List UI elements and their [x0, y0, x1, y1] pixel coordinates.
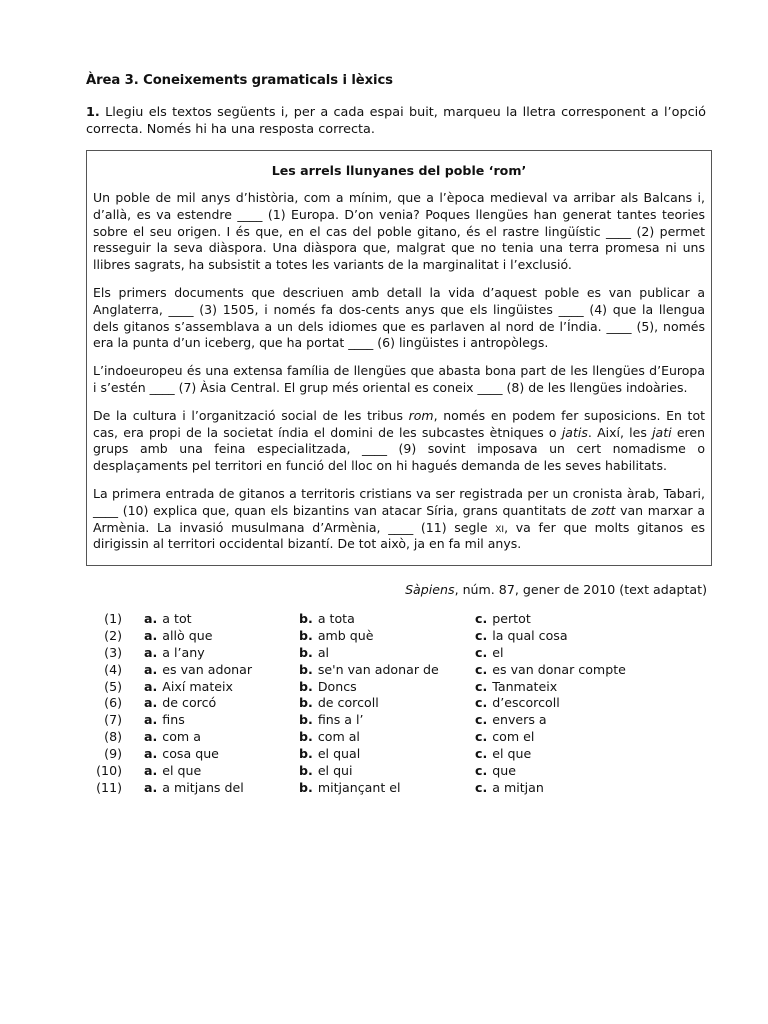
- option-b[interactable]: [299, 628, 374, 645]
- option-number: (7): [104, 712, 122, 728]
- option-c[interactable]: [475, 662, 626, 679]
- option-b[interactable]: [299, 695, 379, 712]
- paragraph-text: Un poble de mil anys d’història, com a mínim, que a l’època medieval va arribar als Balcans i, d’allà, es va estendre ____ (1) Europa. D’on venia? Poques llengües han generat tantes teories sobre el seu origen. I és que, en el cas del poble gitano, és el rastre lingüístic ____ (2) permet resseguir la seva diàspora. Una diàspora que, malgrat que no tenia una terra promesa ni uns llibres sagrats, ha subsistit a totes les variants de la marginalitat i l’exclusió.: [93, 190, 705, 273]
- option-row: [86, 729, 706, 746]
- option-text: a l’any: [162, 644, 205, 660]
- paragraph-text: . Així, les: [587, 424, 653, 440]
- option-letter: a.: [144, 779, 158, 795]
- paragraph-text: van marxar a Armènia. La invasió musulmana d’Armènia, ____ (11) segle: [93, 502, 705, 535]
- option-a[interactable]: [144, 662, 252, 679]
- option-number: (11): [96, 779, 122, 795]
- option-letter: c.: [475, 661, 488, 677]
- option-text: d’escorcoll: [492, 695, 560, 711]
- option-row: [86, 746, 706, 763]
- option-row: [86, 780, 706, 797]
- option-text: el: [492, 644, 504, 660]
- option-text: fins: [162, 712, 185, 728]
- option-letter: b.: [299, 729, 313, 745]
- paragraph-text: Els primers documents que descriuen amb detall la vida d’aquest poble es van publicar a Anglaterra, ____ (3) 1505, i només fa dos-cents anys que els lingüistes ____ (4) que la llengua dels gitanos s’assemblava a un dels idiomes que es parlaven al nord de l’Índia. ____ (5), només era la punta d’un iceberg, que ha portat ____ (6) lingüistes i antropòlegs.: [93, 284, 705, 351]
- option-number: (1): [104, 611, 122, 626]
- option-text: que: [492, 763, 516, 779]
- option-a[interactable]: [144, 780, 244, 797]
- option-letter: a.: [144, 712, 158, 728]
- option-number: (8): [104, 729, 122, 745]
- option-letter: b.: [299, 678, 313, 694]
- option-row: [86, 628, 706, 645]
- option-letter: b.: [299, 627, 313, 643]
- option-row: [86, 662, 706, 679]
- option-text: a tota: [317, 611, 355, 626]
- article-box: [86, 150, 712, 566]
- option-text: com al: [317, 729, 360, 745]
- option-text: es van donar compte: [492, 661, 626, 677]
- option-text: la qual cosa: [492, 627, 568, 643]
- option-c[interactable]: [475, 695, 560, 712]
- option-b[interactable]: [299, 645, 329, 662]
- italic-term: zott: [591, 502, 616, 518]
- option-number: (6): [104, 695, 122, 711]
- option-letter: a.: [144, 678, 158, 694]
- option-a[interactable]: [144, 712, 185, 729]
- option-number: (10): [96, 763, 122, 779]
- option-text: amb què: [317, 627, 374, 643]
- instructions-text: Llegiu els textos següents i, per a cada espai buit, marqueu la lletra corresponent a l’opció correcta. Només hi ha una resposta correcta.: [86, 105, 706, 137]
- option-c[interactable]: [475, 611, 531, 628]
- option-letter: c.: [475, 695, 488, 711]
- option-text: cosa que: [162, 746, 219, 762]
- option-letter: a.: [144, 695, 158, 711]
- option-text: Així mateix: [162, 678, 233, 694]
- instructions: [86, 104, 706, 138]
- option-letter: b.: [299, 611, 313, 626]
- article-paragraph: [93, 486, 705, 553]
- option-c[interactable]: [475, 628, 568, 645]
- article-paragraph: [93, 408, 705, 475]
- source-details: , núm. 87, gener de 2010 (text adaptat): [454, 582, 707, 597]
- option-text: a mitjan: [492, 779, 544, 795]
- option-letter: c.: [475, 644, 488, 660]
- option-text: es van adonar: [162, 661, 253, 677]
- question-number: 1.: [86, 105, 100, 120]
- option-letter: c.: [475, 779, 488, 795]
- option-b[interactable]: [299, 746, 360, 763]
- option-a[interactable]: [144, 729, 201, 746]
- option-text: se'n van adonar de: [317, 661, 439, 677]
- option-row: [86, 645, 706, 662]
- option-letter: b.: [299, 644, 313, 660]
- option-a[interactable]: [144, 679, 233, 696]
- paragraph-text: De la cultura i l’organització social de les tribus: [93, 407, 409, 423]
- option-text: envers a: [492, 712, 547, 728]
- option-text: de corcoll: [317, 695, 379, 711]
- option-letter: c.: [475, 611, 488, 626]
- option-b[interactable]: [299, 780, 401, 797]
- article-paragraph: [93, 285, 705, 352]
- option-text: a tot: [162, 611, 192, 626]
- option-b[interactable]: [299, 679, 357, 696]
- option-a[interactable]: [144, 611, 192, 628]
- option-c[interactable]: [475, 645, 504, 662]
- option-letter: b.: [299, 763, 313, 779]
- option-letter: a.: [144, 729, 158, 745]
- option-a[interactable]: [144, 628, 212, 645]
- option-c[interactable]: [475, 679, 557, 696]
- option-row: [86, 695, 706, 712]
- option-letter: a.: [144, 627, 158, 643]
- option-number: (3): [104, 644, 122, 660]
- option-c[interactable]: [475, 746, 531, 763]
- option-letter: c.: [475, 678, 488, 694]
- option-row: [86, 712, 706, 729]
- option-c[interactable]: [475, 763, 516, 780]
- option-letter: b.: [299, 779, 313, 795]
- option-text: com a: [162, 729, 201, 745]
- option-b[interactable]: [299, 662, 439, 679]
- article-paragraph: [93, 363, 705, 397]
- option-letter: a.: [144, 746, 158, 762]
- source-citation: [405, 582, 707, 597]
- option-b[interactable]: [299, 611, 355, 628]
- option-letter: c.: [475, 729, 488, 745]
- option-letter: b.: [299, 661, 313, 677]
- article-title: Les arrels llunyanes del poble ‘rom’: [271, 163, 527, 178]
- answer-options: [86, 611, 706, 797]
- option-c[interactable]: [475, 729, 534, 746]
- option-letter: c.: [475, 763, 488, 779]
- option-text: de corcó: [162, 695, 217, 711]
- option-number: (2): [104, 627, 122, 643]
- paragraph-text: eren grups amb una feina especialitzada, ____ (9) sovint imposava un cert nomadisme o desplaçaments pel territori en funció del lloc on hi hagués demanda de les seves habilitats.: [93, 424, 705, 474]
- italic-term: jati: [652, 424, 672, 440]
- option-text: fins a l’: [317, 712, 364, 728]
- option-a[interactable]: [144, 763, 201, 780]
- option-number: (5): [104, 678, 122, 694]
- option-text: Doncs: [317, 678, 357, 694]
- paragraph-text: , va fer que molts gitanos es dirigissin al territori occidental bizantí. De tot això, ja en fa mil anys.: [93, 519, 705, 552]
- option-b[interactable]: [299, 712, 364, 729]
- option-c[interactable]: [475, 780, 544, 797]
- paragraph-text: La primera entrada de gitanos a territoris cristians va ser registrada per un cronista àrab, Tabari, ____ (10) explica que, quan els bizantins van atacar Síria, grans quantitats de: [93, 485, 705, 518]
- paragraph-text: , només en podem fer suposicions. En tot cas, era propi de la societat índia el domini de les subcastes ètniques o: [93, 407, 706, 440]
- option-letter: c.: [475, 746, 488, 762]
- option-b[interactable]: [299, 763, 353, 780]
- option-c[interactable]: [475, 712, 547, 729]
- option-text: allò que: [162, 627, 213, 643]
- option-text: com el: [492, 729, 535, 745]
- paragraph-text: xi: [495, 519, 505, 535]
- italic-term: jatis: [561, 424, 588, 440]
- option-letter: c.: [475, 627, 488, 643]
- source-publication: Sàpiens: [405, 582, 455, 597]
- article-paragraph: [93, 190, 705, 274]
- option-text: al: [317, 644, 330, 660]
- option-text: Tanmateix: [492, 678, 558, 694]
- option-letter: b.: [299, 746, 313, 762]
- option-letter: a.: [144, 644, 158, 660]
- option-b[interactable]: [299, 729, 360, 746]
- option-text: pertot: [492, 611, 531, 626]
- option-text: mitjançant el: [317, 779, 401, 795]
- option-row: [86, 611, 706, 628]
- italic-term: rom: [408, 407, 434, 423]
- option-number: (4): [104, 661, 122, 677]
- option-letter: a.: [144, 763, 158, 779]
- option-text: el que: [492, 746, 532, 762]
- option-letter: b.: [299, 695, 313, 711]
- article-body: [93, 190, 705, 553]
- option-row: [86, 679, 706, 696]
- option-a[interactable]: [144, 746, 219, 763]
- option-letter: a.: [144, 661, 158, 677]
- option-a[interactable]: [144, 695, 216, 712]
- option-letter: b.: [299, 712, 313, 728]
- option-text: el qui: [317, 763, 353, 779]
- option-text: a mitjans del: [162, 779, 244, 795]
- option-letter: c.: [475, 712, 488, 728]
- option-letter: a.: [144, 611, 158, 626]
- option-a[interactable]: [144, 645, 205, 662]
- section-title: Àrea 3. Coneixements gramaticals i lèxics: [86, 73, 393, 88]
- paragraph-text: L’indoeuropeu és una extensa família de llengües que abasta bona part de les llengües d’Europa i s’estén ____ (7) Àsia Central. El grup més oriental es coneix ____ (8) de les llengües indoàries.: [93, 363, 705, 395]
- option-number: (9): [104, 746, 122, 762]
- option-text: el qual: [317, 746, 361, 762]
- option-row: [86, 763, 706, 780]
- option-text: el que: [162, 763, 202, 779]
